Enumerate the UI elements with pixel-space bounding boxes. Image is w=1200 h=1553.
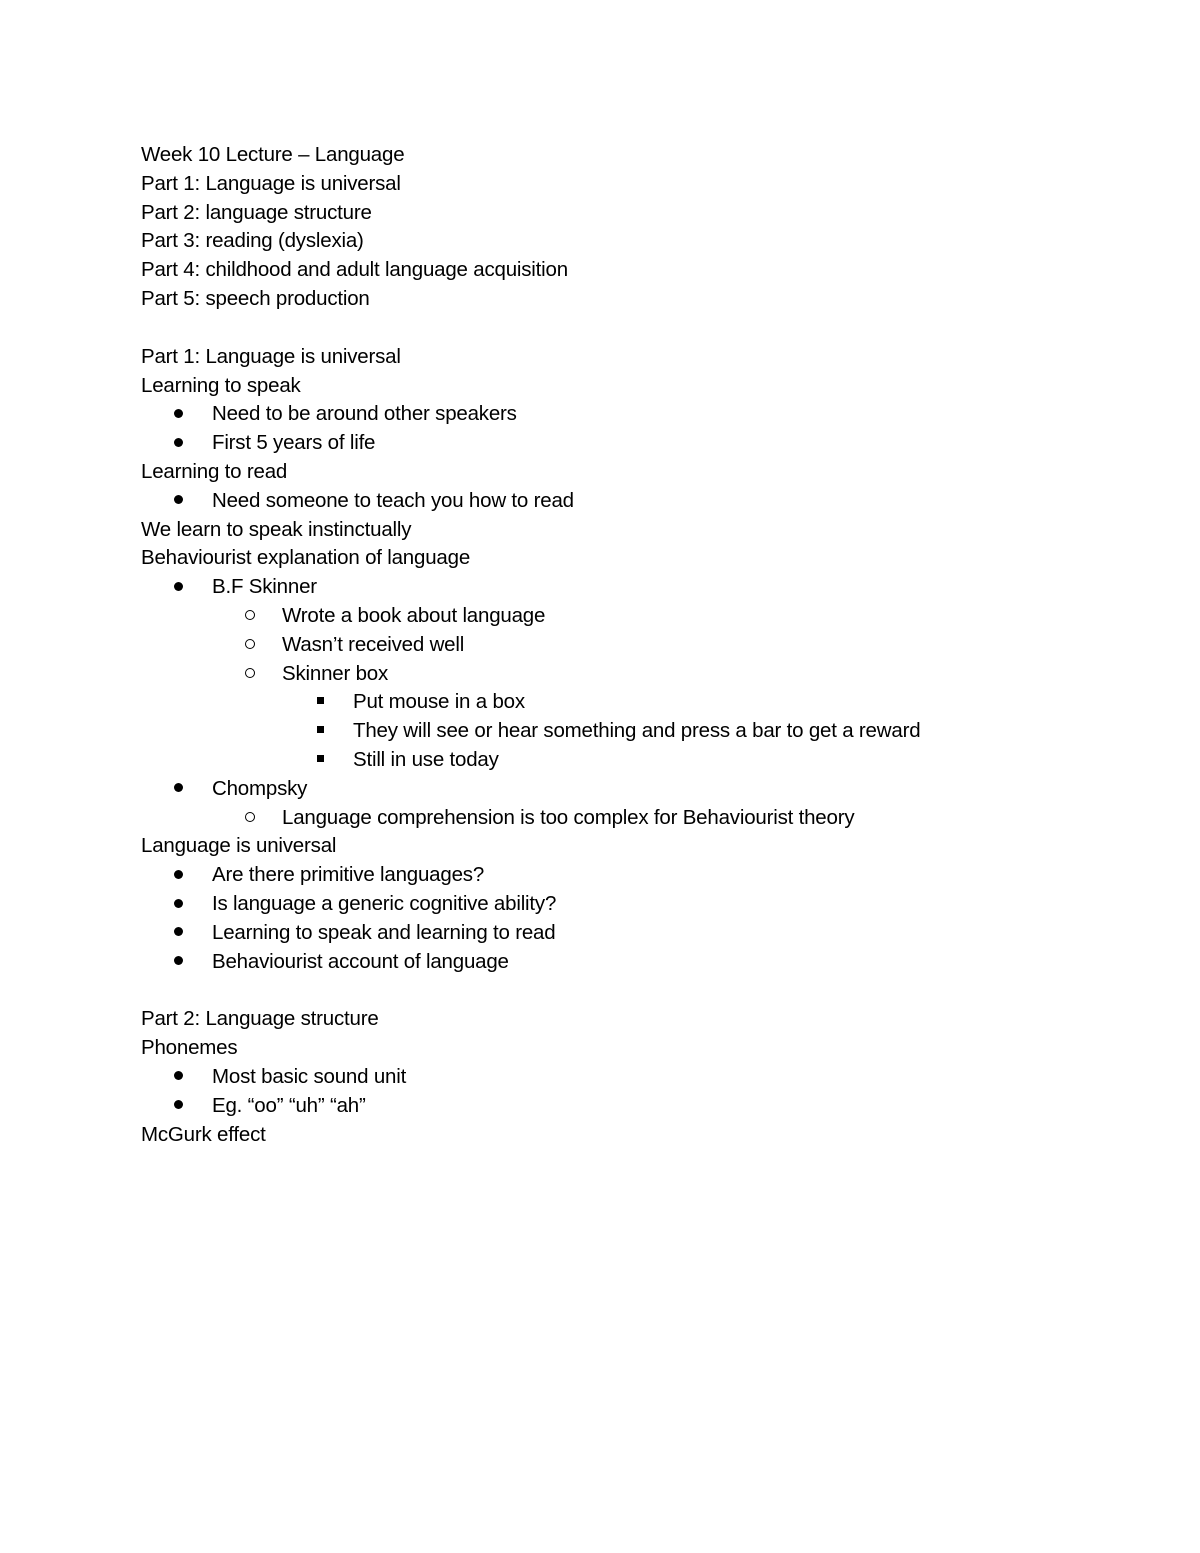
bullet-dot-icon [174,1092,183,1121]
bullet-dot-icon [174,861,183,890]
document-title: Week 10 Lecture – Language [141,143,405,166]
bullet-dot-icon [174,400,183,429]
bullet-dot-icon [174,1063,183,1092]
bullet-text: Learning to speak and learning to read [212,920,556,944]
bullet-dot-icon [174,890,183,919]
bullet-dot-icon [174,487,183,516]
section-heading: Part 2: Language structure [141,1007,379,1031]
bullet-text: Need to be around other speakers [212,402,517,426]
bullet-text: They will see or hear something and press a bar to get a reward [353,719,921,743]
topic-label: McGurk effect [141,1122,266,1146]
topic-label: Learning to speak [141,373,301,397]
bullet-item [141,919,1101,948]
bullet-item [141,429,1101,458]
outline-line: Part 4: childhood and adult language acquisition [141,258,568,282]
bullet-item [141,487,1101,516]
bullet-text: First 5 years of life [212,431,376,455]
bullet-text: Language comprehension is too complex for Behaviourist theory [282,805,855,829]
bullet-text: Are there primitive languages? [212,863,485,887]
bullet-square-icon [317,688,324,717]
sub-sub-bullet-item [141,688,1101,717]
blank-line [141,314,1101,343]
bullet-circle-icon [245,804,255,833]
bullet-item [141,890,1101,919]
topic-label: Language is universal [141,834,337,858]
bullet-dot-icon [174,919,183,948]
sub-bullet-item [141,602,1101,631]
bullet-item [141,1063,1101,1092]
bullet-item [141,775,1101,804]
sub-bullet-item [141,631,1101,660]
topic-label: Learning to read [141,459,288,483]
sub-sub-bullet-item [141,746,1101,775]
outline-line: Part 2: language structure [141,200,372,224]
bullet-text: Need someone to teach you how to read [212,488,574,512]
bullet-item [141,1092,1101,1121]
bullet-text: Chompsky [212,776,308,800]
bullet-item [141,948,1101,977]
document-body [141,141,1101,1149]
bullet-circle-icon [245,660,255,689]
bullet-square-icon [317,717,324,746]
blank-line [141,976,1101,1005]
section-heading: Part 1: Language is universal [141,344,401,368]
bullet-circle-icon [245,602,255,631]
topic-label: Phonemes [141,1036,238,1060]
bullet-text: Put mouse in a box [353,690,525,714]
outline-line: Part 3: reading (dyslexia) [141,229,364,253]
bullet-item [141,400,1101,429]
bullet-dot-icon [174,573,183,602]
outline-line: Part 1: Language is universal [141,171,401,195]
bullet-dot-icon [174,948,183,977]
topic-label: Behaviourist explanation of language [141,546,471,570]
bullet-text: Most basic sound unit [212,1064,407,1088]
bullet-text: Still in use today [353,747,499,771]
bullet-item [141,573,1101,602]
bullet-square-icon [317,746,324,775]
outline-line: Part 5: speech production [141,286,370,310]
sub-bullet-item [141,804,1101,833]
bullet-text: B.F Skinner [212,575,317,599]
bullet-text: Is language a generic cognitive ability? [212,891,557,915]
bullet-circle-icon [245,631,255,660]
bullet-item [141,861,1101,890]
sub-sub-bullet-item [141,717,1101,746]
topic-label: We learn to speak instinctually [141,517,412,541]
bullet-text: Wasn’t received well [282,632,465,656]
bullet-dot-icon [174,775,183,804]
bullet-text: Wrote a book about language [282,603,546,627]
sub-bullet-item [141,660,1101,689]
bullet-text: Eg. “oo” “uh” “ah” [212,1093,366,1117]
bullet-text: Behaviourist account of language [212,949,509,973]
bullet-dot-icon [174,429,183,458]
bullet-text: Skinner box [282,661,389,685]
